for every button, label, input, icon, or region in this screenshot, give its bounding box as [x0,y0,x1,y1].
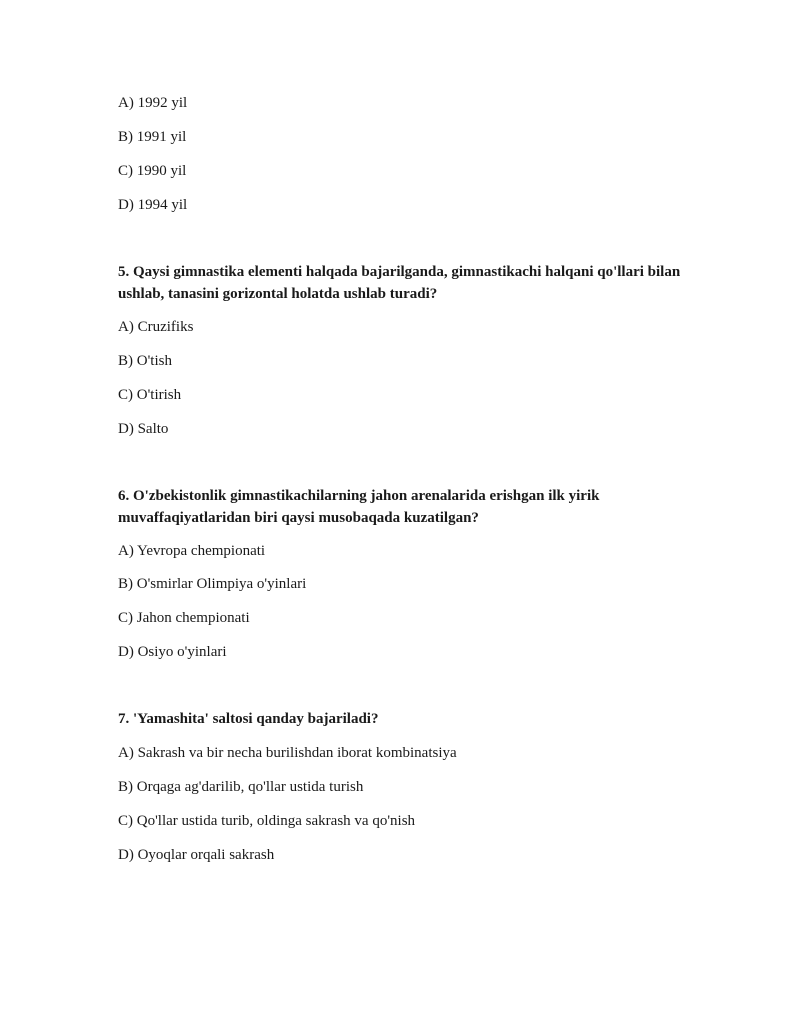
q7-option-b: B) Orqaga ag'darilib, qo'llar ustida turish [118,779,364,795]
q6-option-b: B) O'smirlar Olimpiya o'yinlari [118,576,307,592]
question-7: 7. 'Yamashita' saltosi qanday bajariladi? [118,711,379,727]
q5-option-c: C) O'tirish [118,387,182,403]
q6-option-c: C) Jahon chempionati [118,610,250,626]
option-a: A) 1992 yil [118,95,188,111]
q7-option-c: C) Qo'llar ustida turib, oldinga sakrash va qo'nish [118,813,416,829]
question-5: 5. Qaysi gimnastika elementi halqada bajarilganda, gimnastikachi halqani qo'llari bilan ushlab, tanasini gorizontal holatda ushlab turadi? [118,264,681,302]
q6-option-d: D) Osiyo o'yinlari [118,644,227,660]
q5-option-d: D) Salto [118,421,169,437]
option-d: D) 1994 yil [118,197,188,213]
option-b: B) 1991 yil [118,129,187,145]
q7-option-d: D) Oyoqlar orqali sakrash [118,847,275,863]
q5-option-a: A) Cruzifiks [118,319,194,335]
option-c: C) 1990 yil [118,163,187,179]
q7-option-a: A) Sakrash va bir necha burilishdan iborat kombinatsiya [118,745,457,761]
question-6: 6. O'zbekistonlik gimnastikachilarning jahon arenalarida erishgan ilk yirik muvaffaqiyatlaridan biri qaysi musobaqada kuzatilgan? [118,488,600,526]
q5-option-b: B) O'tish [118,353,172,369]
q6-option-a: A) Yevropa chempionati [118,543,266,559]
